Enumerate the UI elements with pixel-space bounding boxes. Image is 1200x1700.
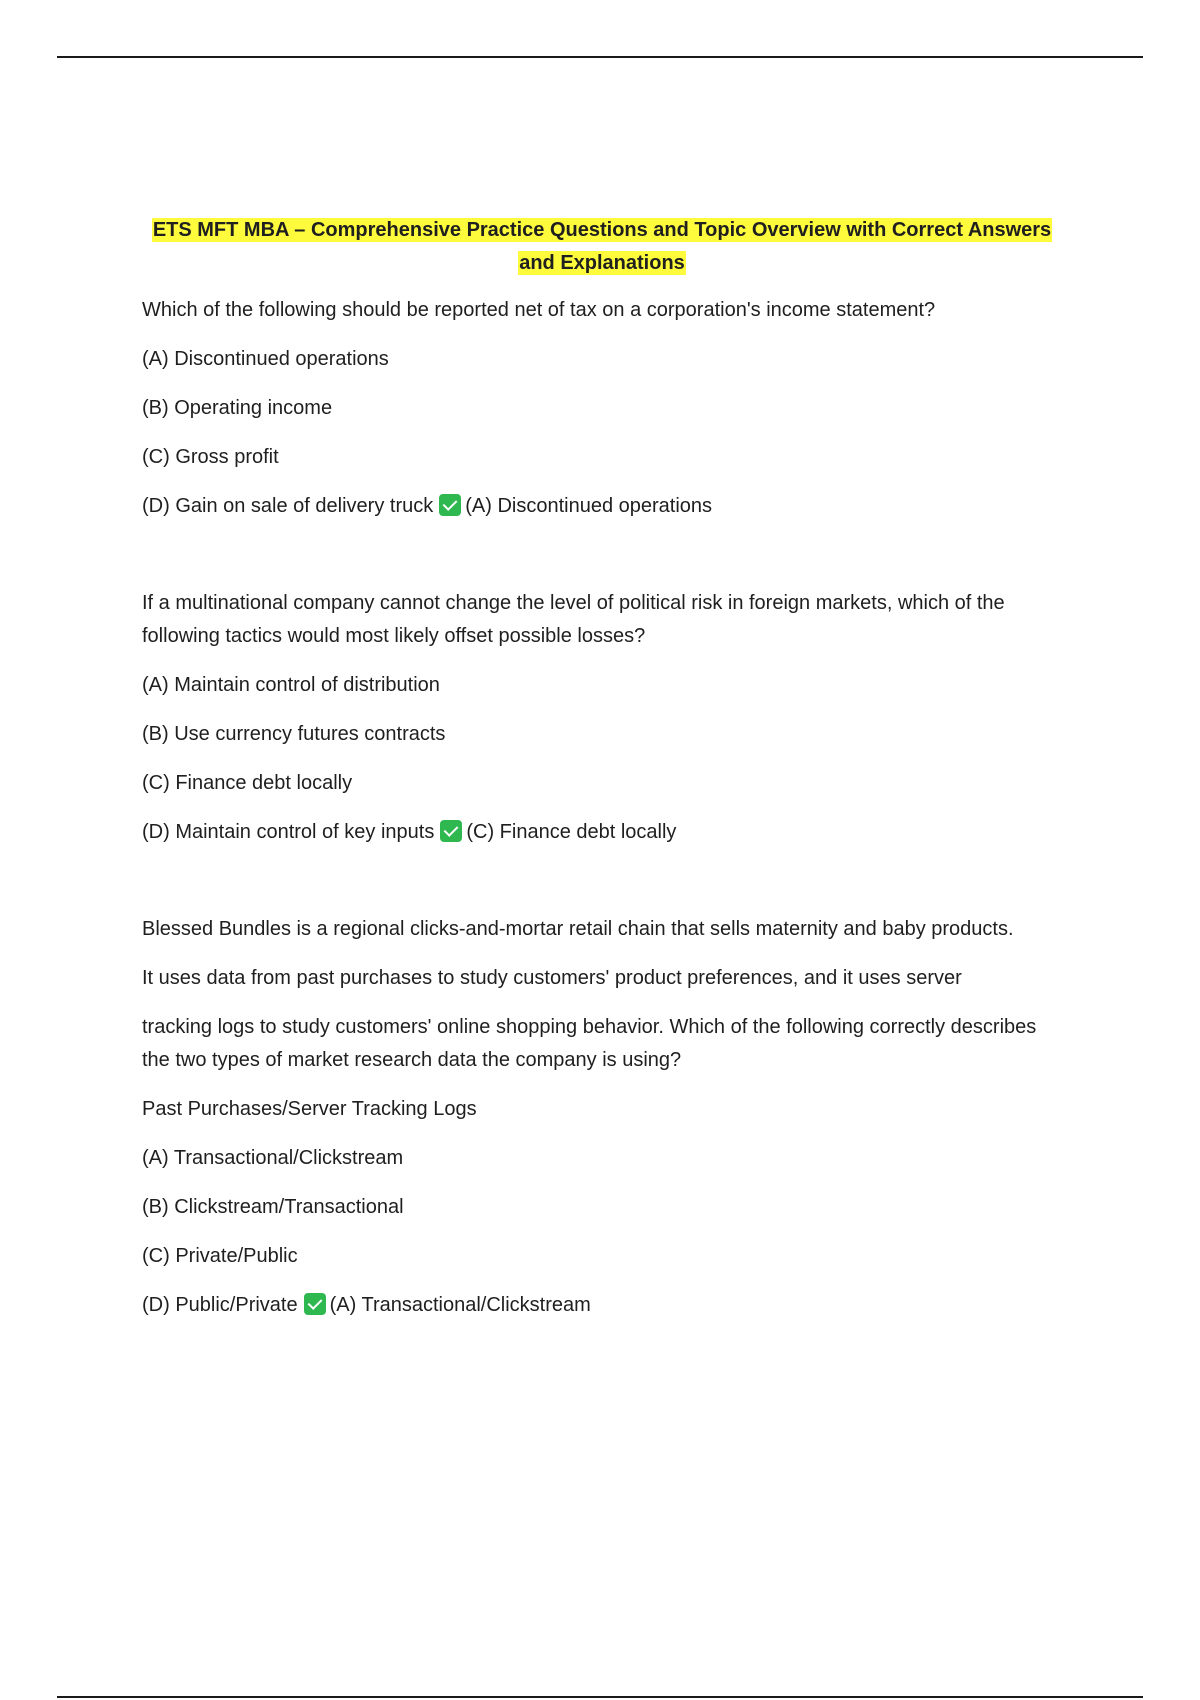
- question-3: [142, 913, 1062, 1322]
- option-a: (A) Discontinued operations: [142, 348, 389, 370]
- checkmark-icon: [439, 494, 461, 516]
- option-c: (C) Gross profit: [142, 446, 279, 468]
- checkmark-icon: [304, 1293, 326, 1315]
- option-d: (D) Gain on sale of delivery truck: [142, 495, 434, 517]
- document-body: [142, 214, 1062, 1338]
- title-highlight: ETS MFT MBA – Comprehensive Practice Questions and Topic Overview with Correct Answers and Explanations: [152, 219, 1052, 274]
- correct-answer: (C) Finance debt locally: [466, 821, 677, 843]
- question-1: [142, 294, 1062, 523]
- question-2: [142, 587, 1062, 849]
- option-d-with-answer: [142, 816, 1062, 849]
- correct-answer: (A) Transactional/Clickstream: [329, 1294, 591, 1316]
- option-b: (B) Use currency futures contracts: [142, 723, 446, 745]
- option-d-with-answer: [142, 1289, 1062, 1322]
- document-title: [142, 214, 1062, 280]
- option-b: (B) Operating income: [142, 397, 333, 419]
- question-stem-paragraph-3: tracking logs to study customers' online shopping behavior. Which of the following correctly describes the two types of market research data the company is using?: [142, 1016, 1037, 1071]
- question-stem: If a multinational company cannot change the level of political risk in foreign markets, which of the following tactics would most likely offset possible losses?: [142, 592, 1005, 647]
- question-spacer: [142, 865, 1062, 913]
- option-d-with-answer: [142, 490, 1062, 523]
- option-d: (D) Public/Private: [142, 1294, 298, 1316]
- option-a: (A) Maintain control of distribution: [142, 674, 440, 696]
- checkmark-icon: [440, 820, 462, 842]
- question-stem-paragraph-4: Past Purchases/Server Tracking Logs: [142, 1098, 477, 1120]
- question-stem-paragraph-2: It uses data from past purchases to study customers' product preferences, and it uses server: [142, 967, 962, 989]
- option-d: (D) Maintain control of key inputs: [142, 821, 435, 843]
- footer-rule: [57, 1696, 1143, 1698]
- option-c: (C) Private/Public: [142, 1245, 298, 1267]
- option-c: (C) Finance debt locally: [142, 772, 353, 794]
- header-rule: [57, 56, 1143, 58]
- correct-answer: (A) Discontinued operations: [465, 495, 713, 517]
- question-stem: Which of the following should be reported net of tax on a corporation's income statement?: [142, 299, 936, 321]
- question-stem-paragraph-1: Blessed Bundles is a regional clicks-and-mortar retail chain that sells maternity and baby products.: [142, 918, 1014, 940]
- option-a: (A) Transactional/Clickstream: [142, 1147, 404, 1169]
- option-b: (B) Clickstream/Transactional: [142, 1196, 404, 1218]
- question-spacer: [142, 539, 1062, 587]
